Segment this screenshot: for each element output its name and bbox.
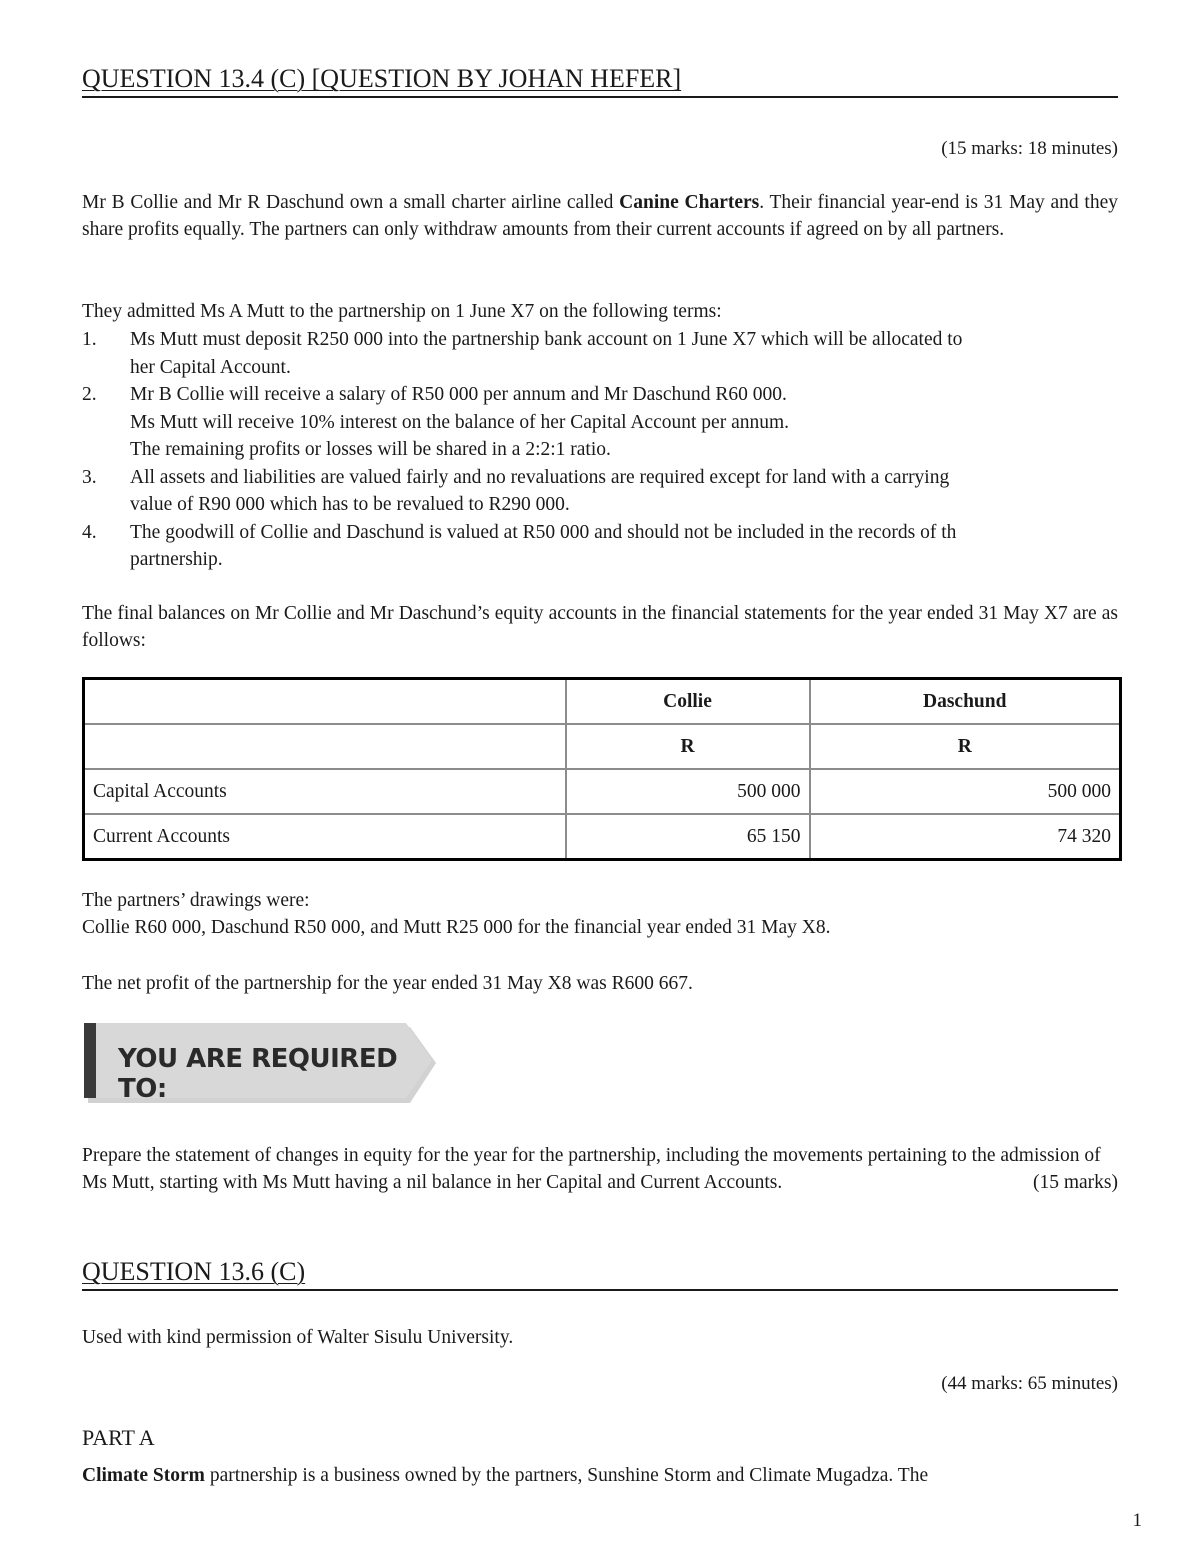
table-header-row [84,679,1121,725]
drawings-paragraph [82,888,1118,941]
drawings-amounts: Collie R60 000, Daschund R50 000, and Mutt R25 000 for the financial year ended 31 May X8. [82,916,831,938]
final-balances-paragraph: The final balances on Mr Collie and Mr Daschund’s equity accounts in the financial statements for the year ended 31 May X7 are as follows: [82,603,1118,651]
term-line: partnership. [130,549,223,570]
term-item [82,381,1142,464]
question-13-6-heading: QUESTION 13.6 (C) [82,1257,1118,1291]
term-item [82,519,1142,574]
page-number: 1 [1132,1510,1142,1531]
question-13-6-marks: (44 marks: 65 minutes) [941,1373,1118,1394]
net-profit-paragraph: The net profit of the partnership for the year ended 31 May X8 was R600 667. [82,973,693,994]
admission-paragraph: They admitted Ms A Mutt to the partnership on 1 June X7 on the following terms: [82,301,722,322]
partnership-name: Climate Storm [82,1465,205,1486]
term-item [82,326,1142,381]
unit-daschund: R [810,724,1121,769]
term-line: Mr B Collie will receive a salary of R50 000 per annum and Mr Daschund R60 000. [130,384,787,405]
table-row [84,814,1121,860]
column-header-daschund: Daschund [810,679,1121,725]
table-unit-row [84,724,1121,769]
term-number: 4. [82,521,97,543]
term-line: her Capital Account. [130,356,291,378]
column-header-collie: Collie [566,679,810,725]
required-paragraph [82,1143,1118,1196]
climate-storm-paragraph [82,1463,1118,1490]
term-number: 3. [82,466,97,488]
row-label: Capital Accounts [84,769,566,814]
drawings-intro: The partners’ drawings were: [82,890,310,911]
admission-terms-list [82,326,1142,574]
term-line: Ms Mutt must deposit R250 000 into the partnership bank account on 1 June X7 which will be allocated to [130,329,963,350]
term-item [82,464,1142,519]
term-line: The goodwill of Collie and Daschund is valued at R50 000 and should not be included in the records of th [130,521,957,543]
climate-storm-text: partnership is a business owned by the partners, Sunshine Storm and Climate Mugadza. The [204,1465,929,1486]
table-row [84,769,1121,814]
daschund-value: 500 000 [810,769,1121,814]
required-banner [84,1023,439,1103]
collie-value: 500 000 [566,769,810,814]
term-number: 2. [82,384,97,405]
equity-balances-table [82,677,1122,861]
table-corner-cell [84,679,566,725]
term-number: 1. [82,329,97,350]
banner-label: YOU ARE REQUIRED TO: [118,1044,398,1104]
collie-value: 65 150 [566,814,810,860]
business-name: Canine Charters [619,192,760,213]
permission-note: Used with kind permission of Walter Sisulu University. [82,1327,514,1348]
question-13-4-heading: QUESTION 13.4 (C) [QUESTION BY JOHAN HEFER] [82,64,1118,98]
part-a-heading: PART A [82,1425,155,1450]
intro-text-start: Mr B Collie and Mr R Daschund own a small charter airline called [82,192,620,213]
required-text: Prepare the statement of changes in equity for the year for the partnership, including the movements pertaining to the admission of Ms Mutt, starting with Ms Mutt having a nil balance in her Capital and Current Accounts. [82,1145,1101,1193]
required-marks: (15 marks) [1032,1171,1118,1193]
question-13-4-marks: (15 marks: 18 minutes) [941,138,1118,159]
term-line: All assets and liabilities are valued fairly and no revaluations are required except for land with a carrying [130,466,950,488]
intro-text-end: . Their financial year-end is 31 May and they share profits equally. The partners can only withdraw amounts from their current accounts if agreed on by all partners. [82,192,1118,240]
row-label: Current Accounts [84,814,566,860]
intro-paragraph [82,190,1118,243]
table-empty-cell [84,724,566,769]
unit-collie: R [566,724,810,769]
term-line: Ms Mutt will receive 10% interest on the balance of her Capital Account per annum. [130,411,790,433]
daschund-value: 74 320 [810,814,1121,860]
term-line: value of R90 000 which has to be revalued to R290 000. [130,494,570,515]
term-line: The remaining profits or losses will be shared in a 2:2:1 ratio. [130,439,611,460]
